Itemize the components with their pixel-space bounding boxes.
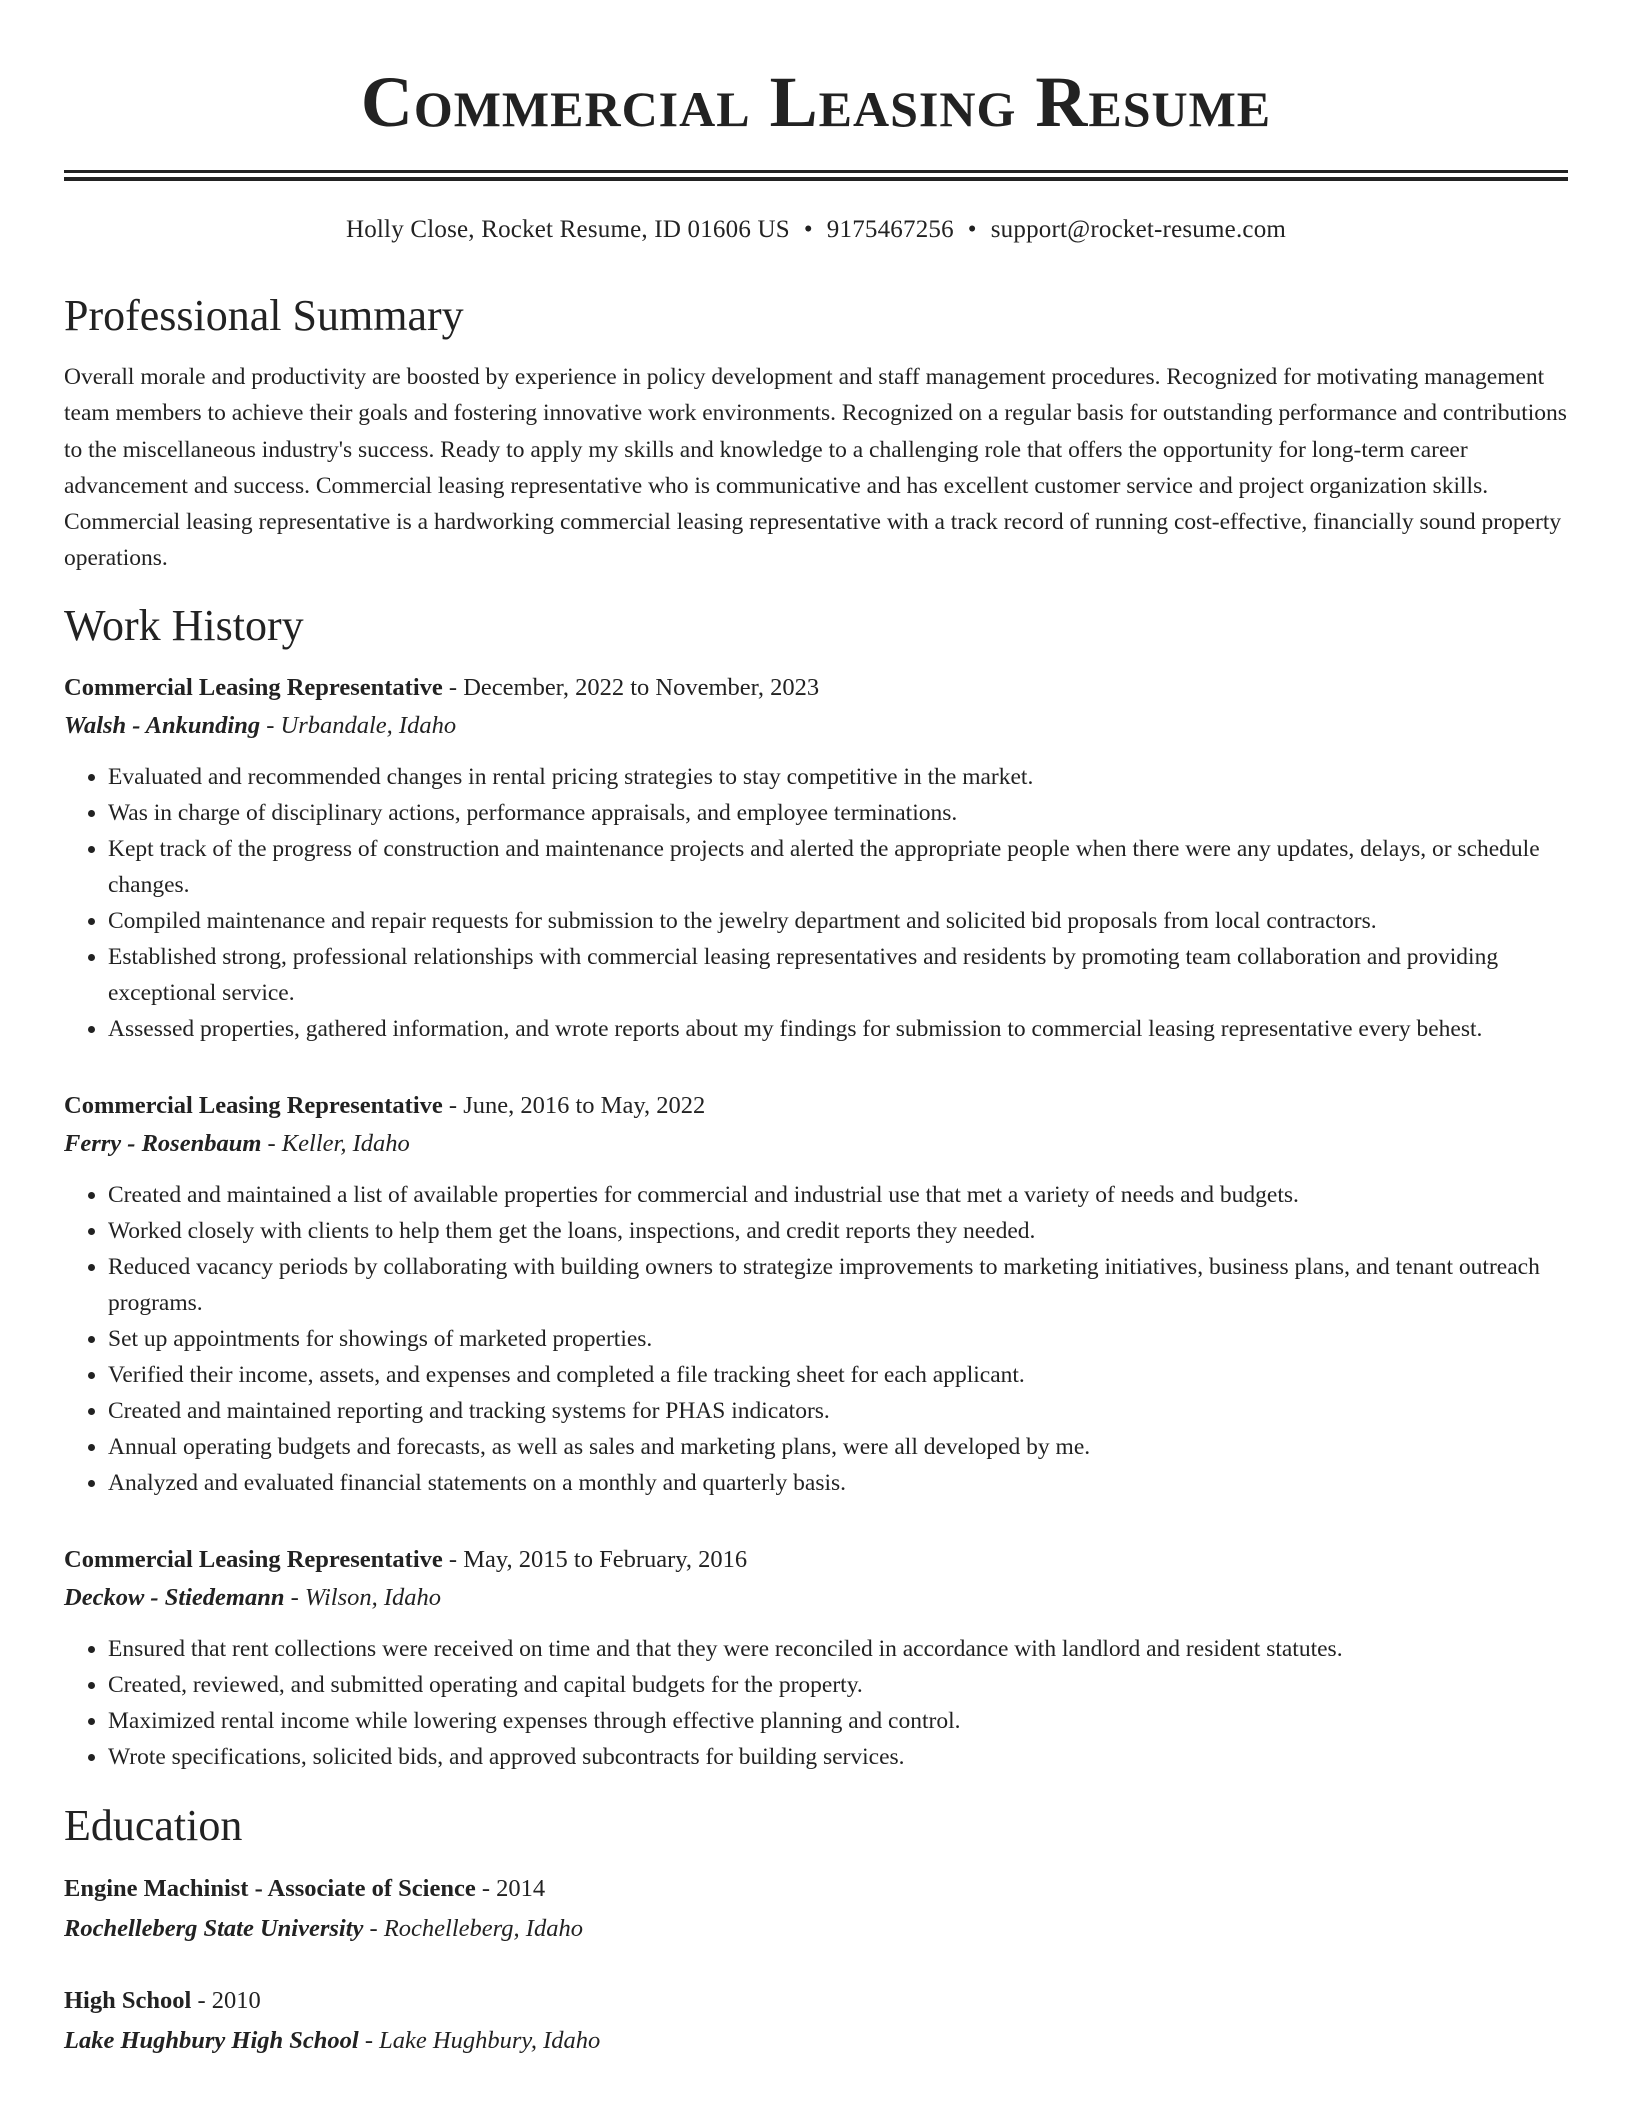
duty-item: • Wrote specifications, solicited bids, and approved subcontracts for building services.	[108, 1739, 1568, 1775]
job-title-line	[64, 1087, 1568, 1125]
duty-item: • Assessed properties, gathered information, and wrote reports about my findings for submission to commercial leasing representative every behest.	[108, 1011, 1568, 1047]
duty-item: • Reduced vacancy periods by collaborating with building owners to strategize improvements to marketing initiatives, business plans, and tenant outreach programs.	[108, 1249, 1568, 1321]
school-name: Rochelleberg State University	[64, 1914, 364, 1942]
contact-separator: •	[967, 216, 977, 243]
employer-name: Ferry - Rosenbaum	[64, 1129, 262, 1157]
work-history-heading: Work History	[64, 600, 304, 650]
summary-text: Overall morale and productivity are boosted by experience in policy development and staff management procedures. Recognized for motivating management team members to achieve their goals and fostering innovative work environments. Recognized on a regular basis for outstanding performance and contributions to the miscellaneous industry's success. Ready to apply my skills and knowledge to a challenging role that offers the opportunity for long-term career advancement and success. Commercial leasing representative who is communicative and has excellent customer service and project organization skills. Commercial leasing representative is a hardworking commercial leasing representative with a track record of running cost-effective, financially sound property operations.	[64, 364, 1567, 572]
contact-email: support@rocket-resume.com	[990, 216, 1287, 243]
employer-line	[64, 1125, 1568, 1163]
job-title: Commercial Leasing Representative	[64, 673, 443, 701]
employer-line	[64, 1579, 1568, 1617]
resume-title: Commercial Leasing Resume	[360, 62, 1272, 142]
degree-name: High School	[64, 1986, 192, 2014]
employer-location: - Urbandale, Idaho	[260, 711, 457, 739]
education-entry	[64, 1869, 1568, 1949]
employer-name: Deckow - Stiedemann	[64, 1583, 285, 1611]
job-title: Commercial Leasing Representative	[64, 1545, 443, 1573]
duty-item: • Kept track of the progress of construction and maintenance projects and alerted the appropriate people when there were any updates, delays, or schedule changes.	[108, 831, 1568, 903]
contact-phone: 9175467256	[826, 216, 954, 243]
contact-line	[64, 215, 1568, 245]
title-divider	[64, 170, 1568, 181]
duty-item: • Created and maintained a list of available properties for commercial and industrial use that met a variety of needs and budgets.	[108, 1177, 1568, 1213]
duty-item: • Ensured that rent collections were received on time and that they were reconciled in accordance with landlord and resident statutes.	[108, 1631, 1568, 1667]
employer-name: Walsh - Ankunding	[64, 711, 261, 739]
duty-item: • Analyzed and evaluated financial statements on a monthly and quarterly basis.	[108, 1465, 1568, 1501]
duty-item: • Was in charge of disciplinary actions, performance appraisals, and employee terminations.	[108, 795, 1568, 831]
job-entry	[64, 1087, 1568, 1501]
duty-item: • Evaluated and recommended changes in rental pricing strategies to stay competitive in the market.	[108, 759, 1568, 795]
duty-item: • Created and maintained reporting and tracking systems for PHAS indicators.	[108, 1393, 1568, 1429]
duty-list	[64, 759, 1568, 1047]
job-title-line	[64, 669, 1568, 707]
duty-item: • Compiled maintenance and repair requests for submission to the jewelry department and solicited bid proposals from local contractors.	[108, 903, 1568, 939]
school-name: Lake Hughbury High School	[64, 2026, 359, 2054]
school-location: - Lake Hughbury, Idaho	[358, 2026, 601, 2054]
job-entry	[64, 669, 1568, 1047]
school-line	[64, 1909, 1568, 1949]
degree-year: - 2014	[475, 1874, 546, 1902]
education-heading: Education	[64, 1800, 243, 1850]
duty-item: • Maximized rental income while lowering expenses through effective planning and control.	[108, 1703, 1568, 1739]
employer-location: - Keller, Idaho	[261, 1129, 410, 1157]
degree-year: - 2010	[191, 1986, 261, 2014]
degree-line	[64, 1981, 1568, 2021]
duty-item: • Created, reviewed, and submitted operating and capital budgets for the property.	[108, 1667, 1568, 1703]
duty-item: • Established strong, professional relationships with commercial leasing representatives and residents by promoting team collaboration and providing exceptional service.	[108, 939, 1568, 1011]
school-line	[64, 2021, 1568, 2061]
job-dates: - December, 2022 to November, 2023	[442, 673, 820, 701]
education-entry	[64, 1981, 1568, 2061]
job-title-line	[64, 1541, 1568, 1579]
school-location: - Rochelleberg, Idaho	[363, 1914, 583, 1942]
contact-separator: •	[803, 216, 813, 243]
degree-name: Engine Machinist - Associate of Science	[64, 1874, 476, 1902]
duty-item: • Worked closely with clients to help them get the loans, inspections, and credit reports they needed.	[108, 1213, 1568, 1249]
job-dates: - May, 2015 to February, 2016	[442, 1545, 748, 1573]
resume-page	[64, 0, 1568, 2061]
duty-list	[64, 1631, 1568, 1775]
duty-item: • Verified their income, assets, and expenses and completed a file tracking sheet for each applicant.	[108, 1357, 1568, 1393]
duty-list	[64, 1177, 1568, 1501]
degree-line	[64, 1869, 1568, 1909]
job-entry	[64, 1541, 1568, 1775]
contact-address: Holly Close, Rocket Resume, ID 01606 US	[345, 216, 790, 243]
employer-location: - Wilson, Idaho	[284, 1583, 442, 1611]
summary-heading: Professional Summary	[64, 291, 464, 340]
duty-item: • Set up appointments for showings of marketed properties.	[108, 1321, 1568, 1357]
job-dates: - June, 2016 to May, 2022	[442, 1091, 706, 1119]
employer-line	[64, 707, 1568, 745]
job-title: Commercial Leasing Representative	[64, 1091, 443, 1119]
duty-item: • Annual operating budgets and forecasts, as well as sales and marketing plans, were all developed by me.	[108, 1429, 1568, 1465]
